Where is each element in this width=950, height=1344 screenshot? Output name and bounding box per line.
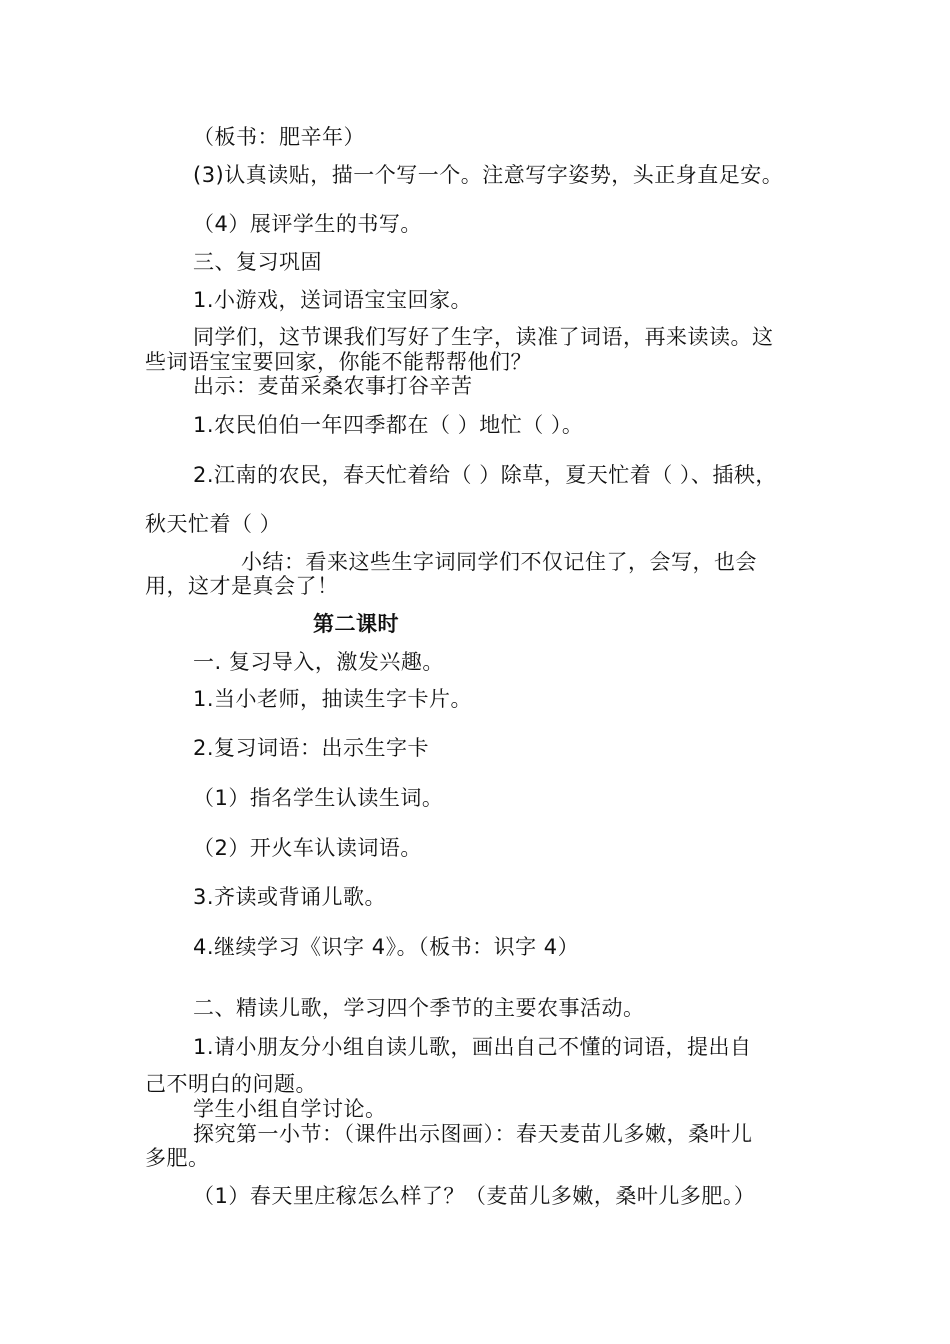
text-line: 多肥。 xyxy=(145,1146,210,1170)
text-line: 1.当小老师，抽读生字卡片。 xyxy=(193,687,473,711)
text-line: 2.复习词语：出示生字卡 xyxy=(193,736,430,760)
text-line: （2）开火车认读词语。 xyxy=(193,836,422,860)
text-line: 同学们，这节课我们写好了生字，读准了词语，再来读读。这 xyxy=(193,325,774,349)
text-line: 二、精读儿歌，学习四个季节的主要农事活动。 xyxy=(193,996,645,1020)
text-line: 探究第一小节：（课件出示图画）：春天麦苗儿多嫩，桑叶儿 xyxy=(193,1122,753,1146)
text-line: 1.农民伯伯一年四季都在（ ）地忙（ ）。 xyxy=(193,413,584,437)
text-line: 一. 复习导入，激发兴趣。 xyxy=(193,650,444,674)
text-line: 2.江南的农民，春天忙着给（ ）除草，夏天忙着（ ）、插秧， xyxy=(193,463,777,487)
section-heading: 第二课时 xyxy=(313,612,399,636)
text-line: 些词语宝宝要回家，你能不能帮帮他们？ xyxy=(145,350,532,374)
text-line: 小结：看来这些生字词同学们不仅记住了，会写，也会 xyxy=(241,550,757,574)
text-line: （1）春天里庄稼怎么样了？（麦苗儿多嫩，桑叶儿多肥。） xyxy=(193,1184,756,1208)
text-line: 三、复习巩固 xyxy=(193,250,322,274)
text-line: (3)认真读贴，描一个写一个。注意写字姿势，头正身直足安。 xyxy=(193,163,784,187)
text-line: 出示：麦苗采桑农事打谷辛苦 xyxy=(193,374,473,398)
text-line: （1）指名学生认读生词。 xyxy=(193,786,444,810)
text-line: 秋天忙着（ ） xyxy=(145,512,282,536)
text-line: 3.齐读或背诵儿歌。 xyxy=(193,885,387,909)
text-line: 学生小组自学讨论。 xyxy=(193,1097,387,1121)
text-line: 1.小游戏，送词语宝宝回家。 xyxy=(193,288,473,312)
text-line: 1.请小朋友分小组自读儿歌，画出自己不懂的词语，提出自 xyxy=(193,1035,752,1059)
text-line: 己不明白的问题。 xyxy=(145,1072,317,1096)
text-line: （4）展评学生的书写。 xyxy=(193,212,422,236)
text-line: （板书：肥辛年） xyxy=(193,125,365,149)
text-line: 4.继续学习《识字 4》。（板书：识字 4） xyxy=(193,935,580,959)
text-line: 用，这才是真会了！ xyxy=(145,574,339,598)
